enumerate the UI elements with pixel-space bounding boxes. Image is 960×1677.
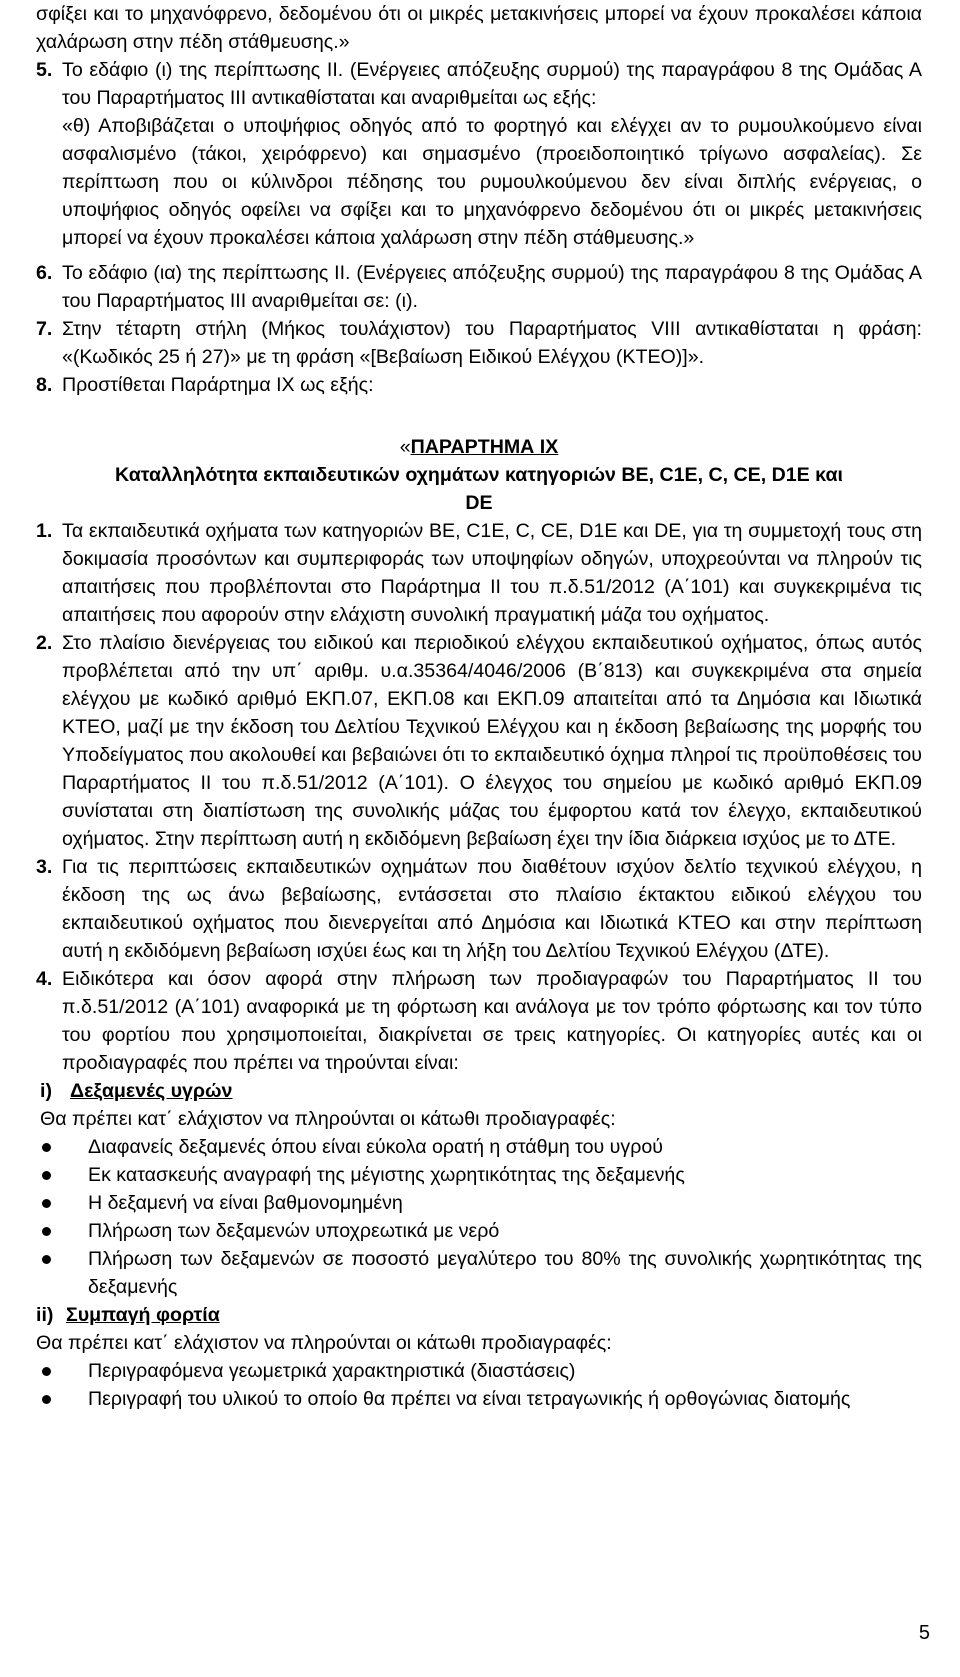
item-text: Ειδικότερα και όσον αφορά στην πλήρωση των προδιαγραφών του Παραρτήματος ΙΙ του π.δ.51/2012 (Α΄101) αναφορικά με τη φόρτωση και ανάλογα με τον τρόπο φόρτωσης και τον τύπο του φορτίου που χρησιμοποιείται, διακρίνεται σε τρεις κατηγορίες. Οι κατηγορίες αυτές και οι προδιαγραφές που πρέπει να τηρούνται είναι:	[62, 968, 922, 1074]
annex-heading	[36, 433, 922, 461]
item-text: Για τις περιπτώσεις εκπαιδευτικών οχημάτων που διαθέτουν ισχύον δελτίο τεχνικού ελέγχου, η έκδοση της ως άνω βεβαίωσης, εντάσσεται στο πλαίσιο έκτακτου ειδικού ελέγχου του εκπαιδευτικού οχήματος που διενεργείται από Δημόσια και Ιδιωτικά ΚΤΕΟ και στην περίπτωση αυτή η εκδιδόμενη βεβαίωση ισχύει έως και τη λήξη του Δελτίου Τεχνικού Ελέγχου (ΔΤΕ).	[62, 856, 922, 962]
item-number: 8.	[36, 374, 53, 396]
list-item: Πλήρωση των δεξαμενών σε ποσοστό μεγαλύτερο του 80% της συνολικής χωρητικότητας της δεξαμενής	[36, 1245, 922, 1301]
item-number: 1.	[36, 520, 53, 542]
page-number: 5	[918, 1622, 930, 1644]
lead-paragraph: σφίξει και το μηχανόφρενο, δεδομένου ότι οι μικρές μετακινήσεις μπορεί να έχουν προκαλέσει κάποια χαλάρωση στην πέδη στάθμευσης.»	[36, 3, 922, 53]
annex-title-line-1: Καταλληλότητα εκπαιδευτικών οχημάτων κατηγοριών ΒΕ, C1E, C, CE, D1E και	[115, 464, 843, 486]
bullet-icon	[36, 1161, 88, 1189]
bullet-icon	[36, 1133, 88, 1161]
annex-item-3	[36, 853, 922, 965]
bullet-icon	[36, 1189, 88, 1217]
annex-item-4	[36, 965, 922, 1077]
item-text: Το εδάφιο (ια) της περίπτωσης ΙΙ. (Ενέργειες απόζευξης συρμού) της παραγράφου 8 της Ομάδας Α του Παραρτήματος ΙΙΙ αναριθμείται σε: (ι).	[62, 262, 922, 312]
subsection-i-heading	[40, 1077, 922, 1105]
list-item: Η δεξαμενή να είναι βαθμονομημένη	[36, 1189, 922, 1217]
item-text: Στο πλαίσιο διενέργειας του ειδικού και περιοδικού ελέγχου εκπαιδευτικού οχήματος, όπως αυτός προβλέπεται από την υπ΄ αριθμ. υ.α.35364/4046/2006 (Β΄813) και συγκεκριμένα στα σημεία ελέγχου με κωδικό αριθμό ΕΚΠ.07, ΕΚΠ.08 και ΕΚΠ.09 απαιτείται από τα Δημόσια και Ιδιωτικά ΚΤΕΟ, μαζί με την έκδοση του Δελτίου Τεχνικού Ελέγχου και η έκδοση βεβαίωσης της μορφής του Υποδείγματος που ακολουθεί και βεβαιώνει ότι το εκπαιδευτικό όχημα πληροί τις προϋποθέσεις του Παραρτήματος ΙΙ του π.δ.51/2012 (Α΄101). Ο έλεγχος του σημείου με κωδικό αριθμό ΕΚΠ.09 συνίσταται στη διαπίστωση της συνολικής μάζας του έμφορτου κατά τον έλεγχο, εκπαιδευτικού οχήματος. Στην περίπτωση αυτή η εκδιδόμενη βεβαίωση έχει την ίδια διάρκεια ισχύος με το ΔΤΕ.	[62, 632, 922, 850]
subsection-number: ii)	[36, 1304, 54, 1326]
list-item: Διαφανείς δεξαμενές όπου είναι εύκολα ορατή η στάθμη του υγρού	[36, 1133, 922, 1161]
subsection-number: i)	[40, 1080, 52, 1102]
subsection-label: Συμπαγή φορτία	[66, 1304, 220, 1326]
bullet-icon	[36, 1245, 88, 1301]
item-number: 6.	[36, 262, 53, 284]
list-item: Πλήρωση των δεξαμενών υποχρεωτικά με νερό	[36, 1217, 922, 1245]
annex-title-line-2: DE	[465, 492, 493, 514]
item-number: 3.	[36, 856, 53, 878]
list-item: Περιγραφόμενα γεωμετρικά χαρακτηριστικά (διαστάσεις)	[36, 1357, 922, 1385]
item-5	[36, 56, 922, 112]
item-5-quote: «θ) Αποβιβάζεται ο υποψήφιος οδηγός από το φορτηγό και ελέγχει αν το ρυμουλκούμενο είναι ασφαλισμένο (τάκοι, χειρόφρενο) και σημασμένο (προειδοποιητικό τρίγωνο ασφαλείας). Σε περίπτωση που οι κύλινδροι πέδησης του ρυμουλκούμενου δεν είναι διπλής ενέργειας, ο υποψήφιος οδηγός οφείλει να σφίξει και το μηχανόφρενο δεδομένου ότι οι μικρές μετακινήσεις μπορεί να έχουν προκαλέσει κάποια χαλάρωση στην πέδη στάθμευσης.»	[62, 115, 922, 249]
item-number: 4.	[36, 968, 53, 990]
list-item: Εκ κατασκευής αναγραφή της μέγιστης χωρητικότητας της δεξαμενής	[36, 1161, 922, 1189]
annex-item-2	[36, 629, 922, 853]
annex-item-1	[36, 517, 922, 629]
item-number: 5.	[36, 59, 53, 81]
subsection-i-intro: Θα πρέπει κατ΄ ελάχιστον να πληρούνται οι κάτωθι προδιαγραφές:	[40, 1108, 616, 1130]
item-text: Το εδάφιο (ι) της περίπτωσης ΙΙ. (Ενέργειες απόζευξης συρμού) της παραγράφου 8 της Ομάδας Α του Παραρτήματος ΙΙΙ αντικαθίσταται και αναριθμείται ως εξής:	[62, 59, 922, 109]
subsection-ii-heading	[36, 1301, 922, 1329]
annex-heading-text: ΠΑΡΑΡΤΗΜΑ ΙΧ	[410, 436, 559, 458]
annex-quote-mark: «	[399, 436, 411, 458]
item-7	[36, 315, 922, 371]
item-6	[36, 259, 922, 315]
annex-title	[36, 461, 922, 517]
subsection-i-bullets	[36, 1133, 922, 1301]
document-page	[36, 0, 922, 1413]
item-text: Τα εκπαιδευτικά οχήματα των κατηγοριών ΒΕ, C1E, C, CE, D1E και DE, για τη συμμετοχή τους στη δοκιμασία προσόντων και συμπεριφοράς των υποψηφίων οδηγών, υποχρεούνται να πληρούν τις απαιτήσεις που προβλέπονται στο Παράρτημα ΙΙ του π.δ.51/2012 (Α΄101) και συγκεκριμένα τις απαιτήσεις που αφορούν στην ελάχιστη συνολική πραγματική μάζα του οχήματος.	[62, 520, 922, 626]
subsection-label: Δεξαμενές υγρών	[70, 1080, 233, 1102]
bullet-icon	[36, 1385, 88, 1413]
item-number: 2.	[36, 632, 53, 654]
bullet-icon	[36, 1357, 88, 1385]
subsection-ii-intro: Θα πρέπει κατ΄ ελάχιστον να πληρούνται οι κάτωθι προδιαγραφές:	[36, 1332, 612, 1354]
subsection-ii-bullets	[36, 1357, 922, 1413]
bullet-icon	[36, 1217, 88, 1245]
item-number: 7.	[36, 318, 53, 340]
list-item: Περιγραφή του υλικού το οποίο θα πρέπει να είναι τετραγωνικής ή ορθογώνιας διατομής	[36, 1385, 922, 1413]
item-8	[36, 371, 922, 399]
item-text: Προστίθεται Παράρτημα ΙΧ ως εξής:	[62, 374, 374, 396]
item-text: Στην τέταρτη στήλη (Μήκος τουλάχιστον) του Παραρτήματος VIII αντικαθίσταται η φράση: «(Κωδικός 25 ή 27)» με τη φράση «[Βεβαίωση Ειδικού Ελέγχου (ΚΤΕΟ)]».	[62, 318, 922, 368]
